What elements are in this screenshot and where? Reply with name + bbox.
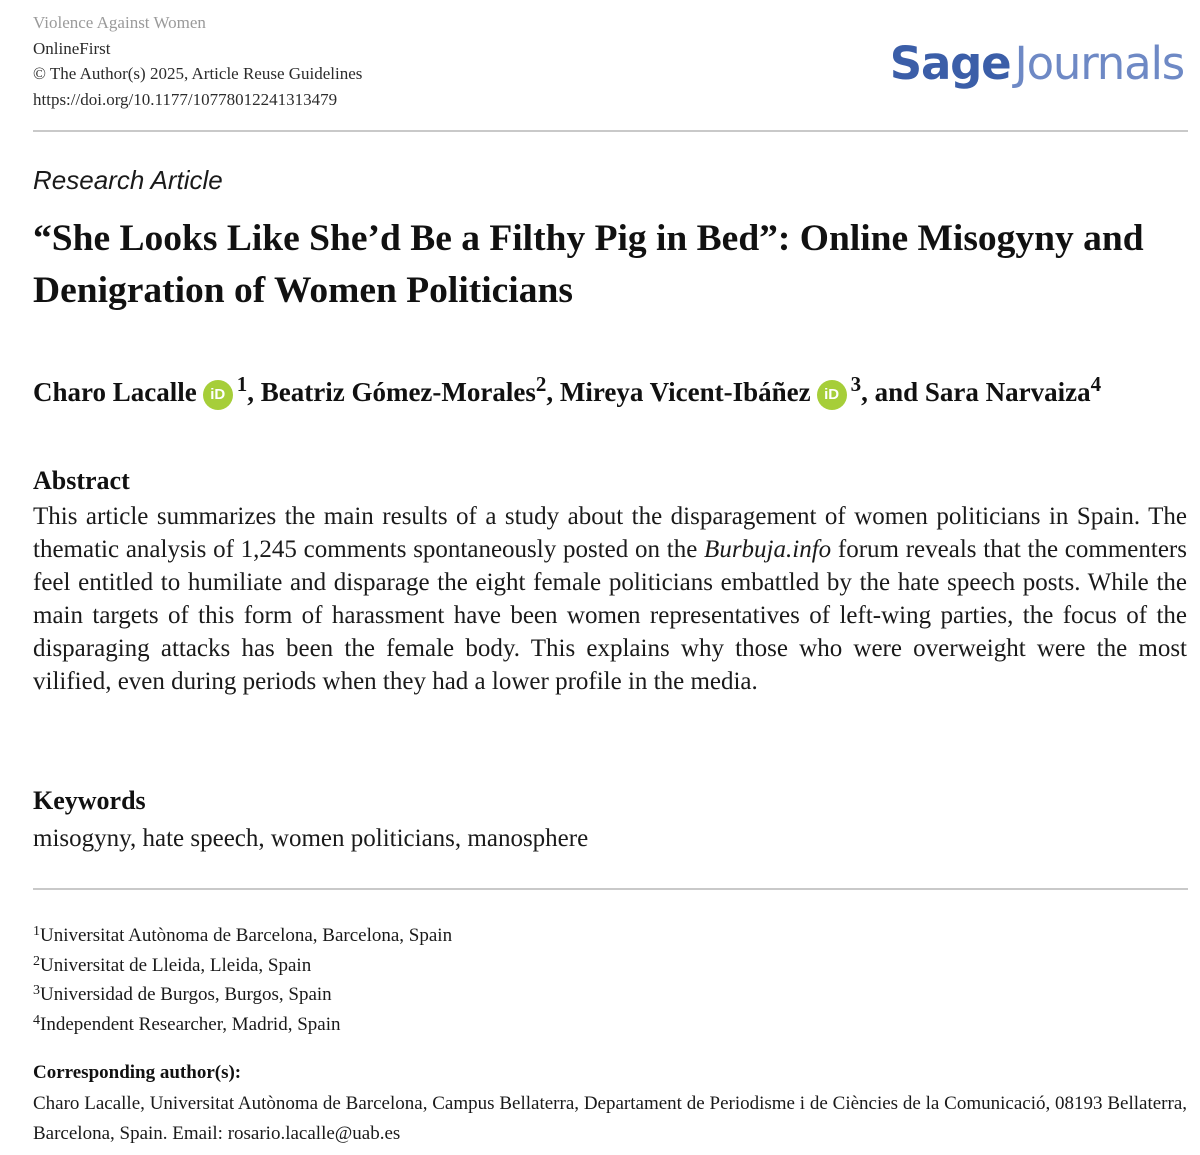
affiliation-number: 4 [33, 1012, 40, 1028]
affiliation-text: Independent Researcher, Madrid, Spain [40, 1013, 341, 1035]
affiliation-number: 2 [33, 953, 40, 969]
author-separator: , and [861, 377, 925, 407]
affiliation-item [33, 980, 452, 1010]
author-list [33, 372, 1101, 412]
logo-sage: Sage [889, 37, 1011, 90]
doi-link[interactable]: https://doi.org/10.1177/10778012241313479 [33, 89, 338, 109]
author-name: Sara Narvaiza [924, 377, 1091, 407]
affiliation-item [33, 1010, 452, 1040]
author-affiliation-marker: 1 [236, 372, 248, 396]
affiliation-text: Universitat de Lleida, Lleida, Spain [40, 954, 312, 976]
corresponding-author-details [33, 1089, 1187, 1149]
forum-name: Burbuja.info [704, 536, 832, 563]
abstract-text-part: forum reveals that the commenters feel entitled to humiliate and disparage the eight female politicians embattled by the hate speech posts. While the main targets of this form of harassment have been women representatives of left-wing parties, the focus of the disparaging attacks has been the female body. This explains why those who were overweight were the most vilified, even during periods when they had a lower profile in the media. [33, 536, 1187, 695]
orcid-icon[interactable]: iD [817, 380, 847, 410]
corresponding-author-heading: Corresponding author(s): [33, 1062, 242, 1083]
abstract-heading: Abstract [33, 466, 130, 495]
affiliation-item [33, 921, 452, 951]
journal-name: Violence Against Women [33, 13, 206, 32]
article-type: Research Article [33, 165, 223, 195]
abstract-text [33, 500, 1187, 698]
reuse-guidelines-link[interactable]: Article Reuse Guidelines [191, 64, 363, 83]
author-name: Charo Lacalle [33, 377, 197, 407]
keywords-heading: Keywords [33, 786, 146, 815]
sage-journals-logo[interactable] [890, 36, 1184, 92]
abstract-text-part: This article summarizes the main results of a study about the disparagement of women politicians in Spain. The thematic analysis of 1,245 comments spontaneously posted on the [33, 503, 1187, 563]
affiliations-list [33, 921, 452, 1039]
author-affiliation-marker: 4 [1090, 372, 1102, 396]
author-affiliation-marker: 2 [535, 372, 547, 396]
article-title: “She Looks Like She’d Be a Filthy Pig in Bed”: Online Misogyny and Denigration of Women Politicians [33, 218, 1144, 311]
journal-meta [33, 10, 362, 112]
publication-status: OnlineFirst [33, 38, 111, 58]
affiliation-number: 3 [33, 983, 40, 998]
copyright-line [33, 61, 362, 87]
corresponding-author-text: Charo Lacalle, Universitat Autònoma de Barcelona, Campus Bellaterra, Departament de Periodisme i de Ciències de la Comunicació, 08193 Bellaterra, Barcelona, Spain. Email: [33, 1093, 1187, 1144]
affiliation-text: Universidad de Burgos, Burgos, Spain [40, 984, 332, 1005]
affiliation-text: Universitat Autònoma de Barcelona, Barcelona, Spain [40, 925, 453, 946]
author-name: Mireya Vicent-Ibáñez [559, 377, 811, 407]
author-separator: , [546, 377, 560, 407]
header-divider [33, 130, 1188, 132]
corresponding-author-email[interactable]: rosario.lacalle@uab.es [227, 1123, 401, 1144]
copyright-text: © The Author(s) 2025, [33, 64, 192, 83]
affiliation-number: 1 [33, 924, 40, 939]
author-affiliation-marker: 3 [850, 372, 862, 396]
author-separator: , [247, 377, 261, 407]
author-name: Beatriz Gómez-Morales [260, 377, 536, 407]
affiliation-item [33, 951, 452, 981]
logo-journals: Journals [1014, 37, 1184, 90]
keywords-list: misogyny, hate speech, women politicians, manosphere [33, 825, 589, 852]
footer-divider [33, 888, 1188, 890]
orcid-icon[interactable]: iD [203, 380, 233, 410]
